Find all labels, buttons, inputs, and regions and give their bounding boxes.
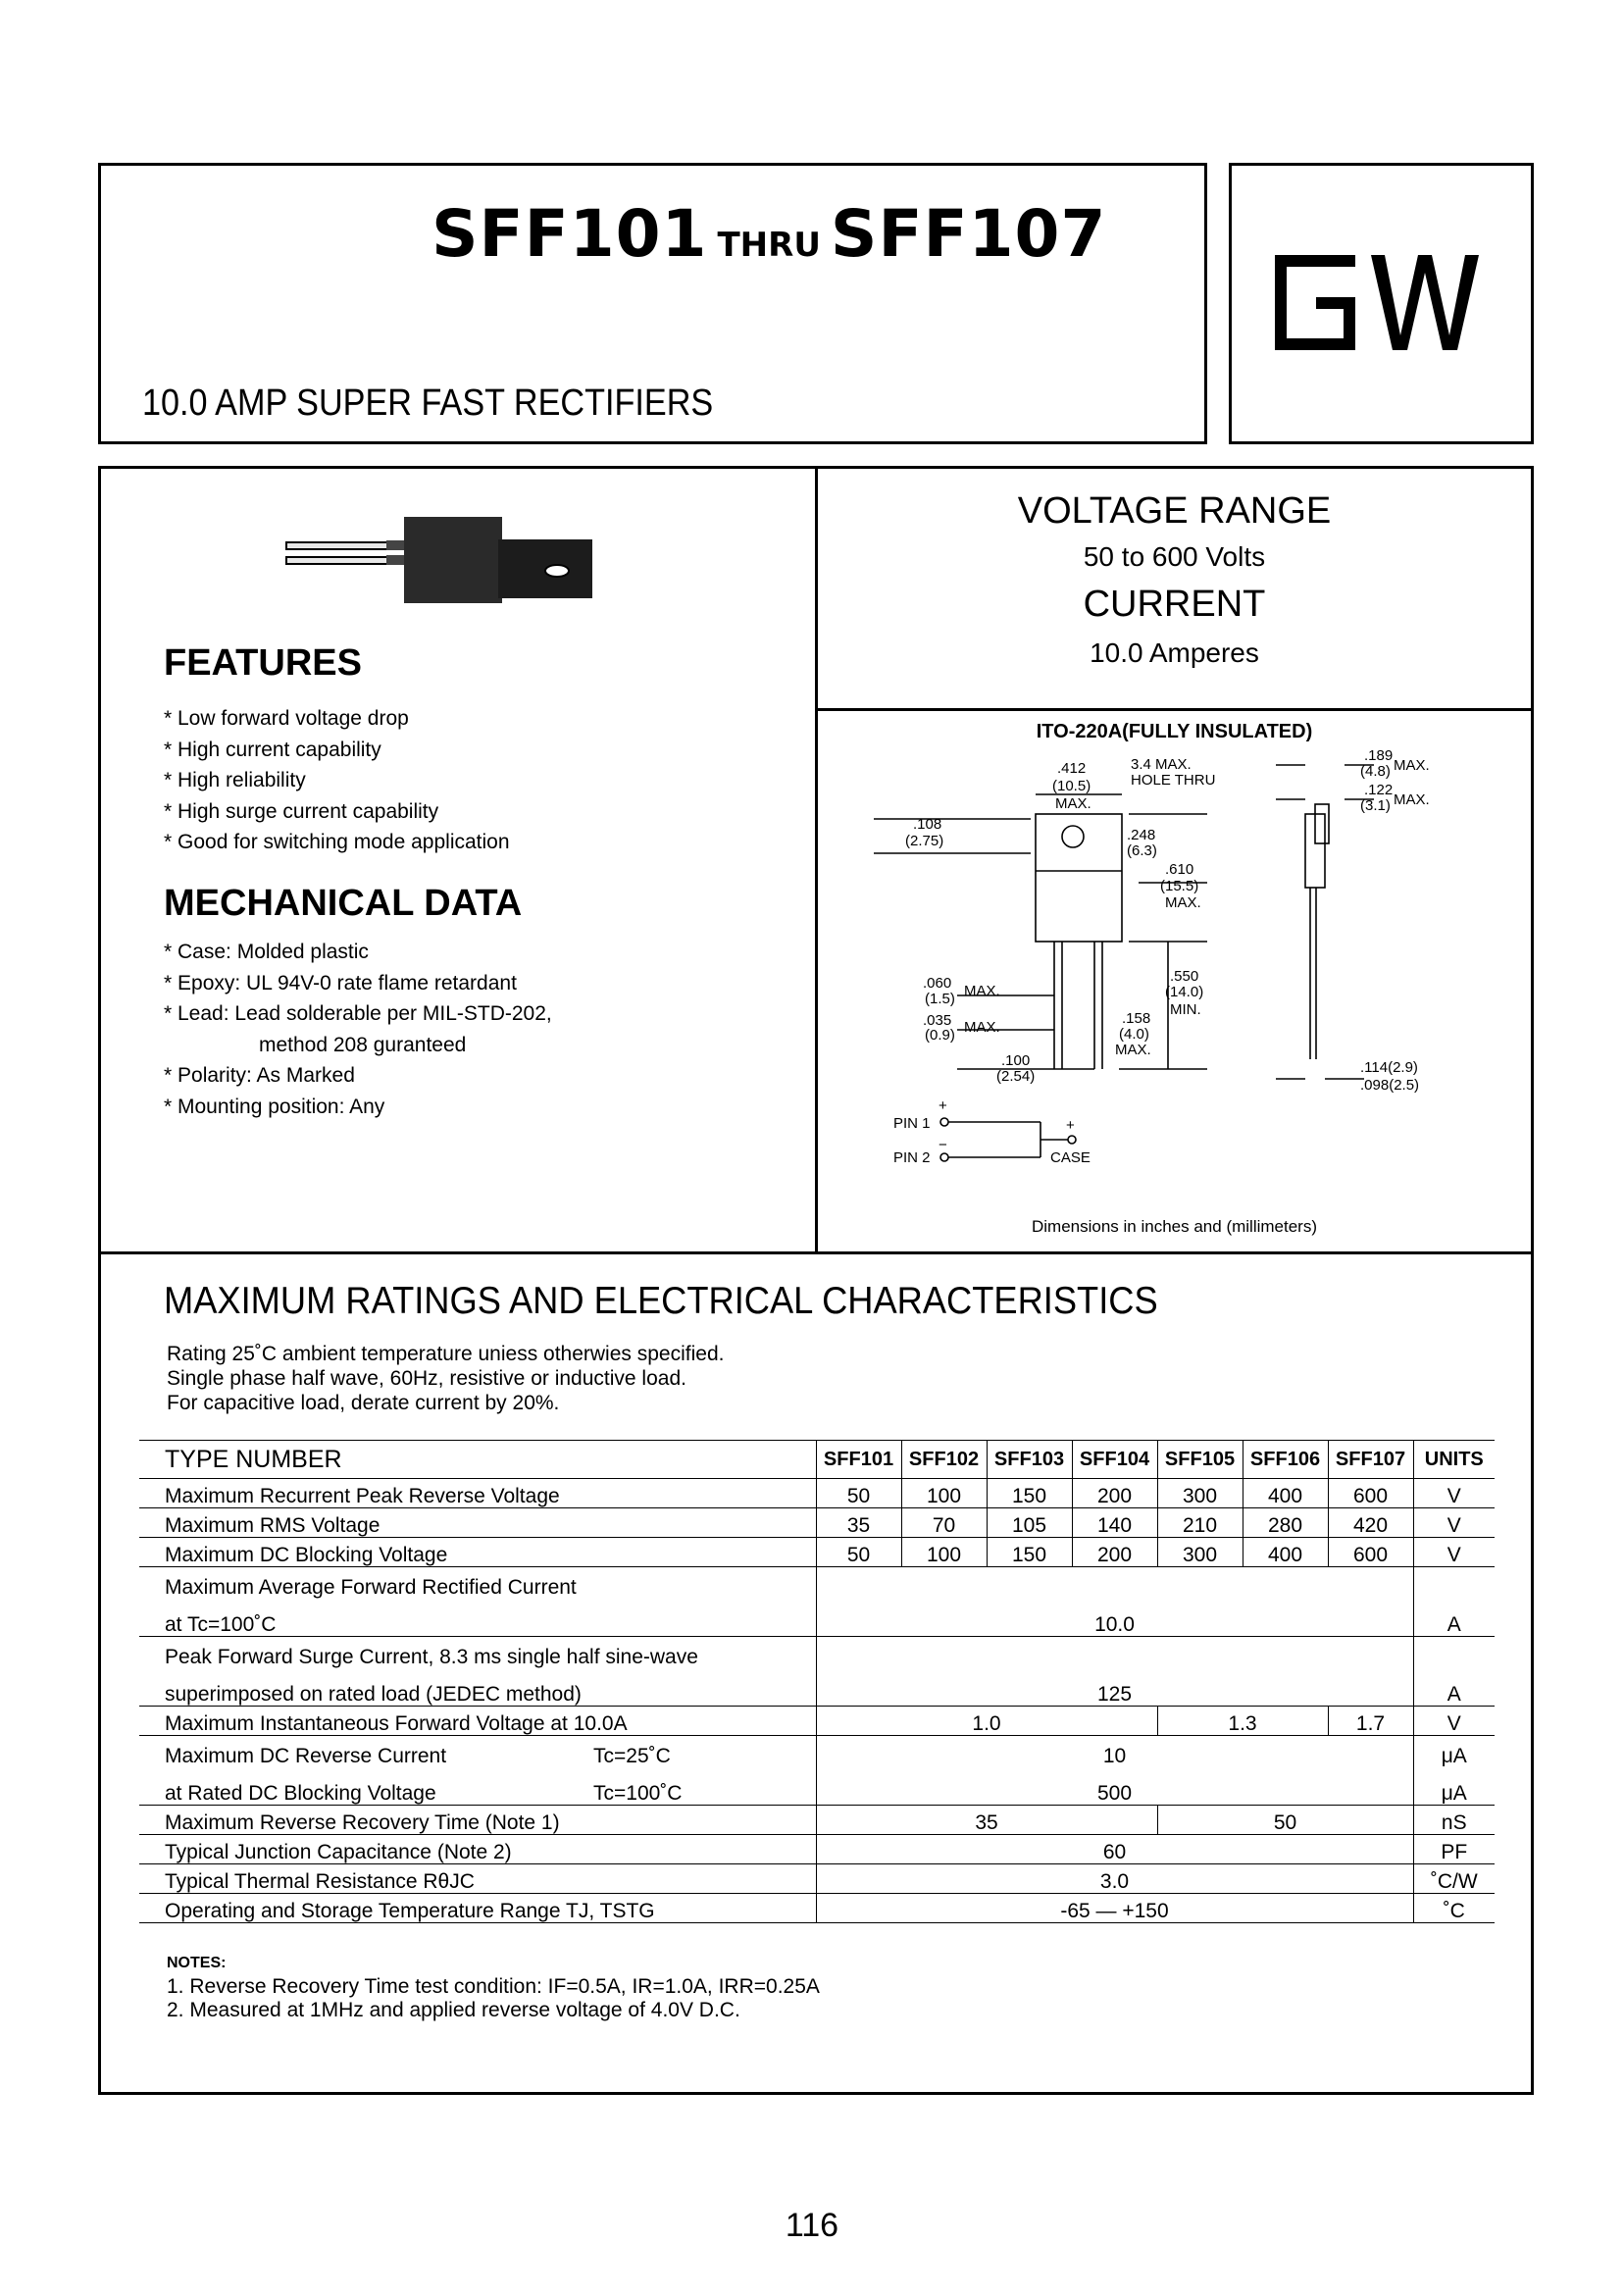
row-label: Maximum Recurrent Peak Reverse Voltage [139,1479,816,1508]
mechanical-item: * Epoxy: UL 94V-0 rate flame retardant [164,971,517,994]
svg-text:+: + [939,1097,947,1114]
row-label: Operating and Storage Temperature Range TJ, TSTG [139,1894,816,1923]
table-row [139,1736,1495,1806]
svg-text:(15.5): (15.5) [1160,878,1199,894]
cell-unit-line: μA [1441,1781,1467,1805]
row-label-line: Peak Forward Surge Current, 8.3 ms single half sine-wave [165,1645,698,1668]
cell-value: 1.3 [1157,1707,1328,1736]
svg-text:3.4 MAX.: 3.4 MAX. [1131,756,1192,773]
svg-text:(6.3): (6.3) [1127,842,1157,859]
row-label-text: at Rated DC Blocking Voltage [165,1781,436,1805]
svg-text:.248: .248 [1127,827,1156,843]
range-divider [815,708,1534,711]
package-drawing [815,745,1534,1211]
ratings-table [139,1440,1495,1923]
cell-value: 60 [816,1835,1413,1864]
svg-text:−: − [939,1137,947,1153]
row-label-line [165,1746,813,1767]
svg-text:MAX.: MAX. [964,983,1000,999]
svg-text:.098(2.5): .098(2.5) [1360,1077,1420,1094]
table-row [139,1864,1495,1894]
cell-value: 3.0 [816,1864,1413,1894]
cell-unit: ˚C [1413,1894,1495,1923]
cell-value: 35 [816,1806,1157,1835]
column-header: SFF107 [1328,1441,1413,1479]
type-number-label: TYPE NUMBER [139,1441,816,1479]
cell-value: 105 [987,1508,1072,1538]
brand-logo [1275,255,1491,363]
cell-value: 1.0 [816,1707,1157,1736]
feature-item: * High surge current capability [164,799,439,823]
cell-unit: ˚C/W [1413,1864,1495,1894]
cell-value: 200 [1072,1538,1157,1567]
condition-line: For capacitive load, derate current by 20%. [167,1392,560,1414]
notes-heading: NOTES: [167,1955,227,1971]
table-header-row [139,1441,1495,1479]
row-label-line: at Tc=100˚C [165,1612,277,1636]
svg-text:.412: .412 [1057,760,1087,777]
gw-logo-icon [1275,255,1491,358]
feature-item: * Low forward voltage drop [164,707,409,730]
svg-text:HOLE THRU: HOLE THRU [1131,772,1216,789]
column-header: UNITS [1413,1441,1495,1479]
table-row [139,1637,1495,1707]
table-row [139,1538,1495,1567]
cell-unit: V [1413,1707,1495,1736]
mechanical-item: * Polarity: As Marked [164,1064,355,1087]
device-image [284,515,608,613]
cell-value: 300 [1157,1538,1243,1567]
row-label-line: superimposed on rated load (JEDEC method) [165,1682,582,1706]
cell-value: 50 [816,1538,901,1567]
cell-value: 200 [1072,1479,1157,1508]
cell-value: 400 [1243,1538,1328,1567]
svg-text:.610: .610 [1165,861,1194,878]
svg-text:MIN.: MIN. [1170,1001,1201,1018]
cell-unit: V [1413,1538,1495,1567]
feature-item: * High reliability [164,769,306,791]
mechanical-item: * Case: Molded plastic [164,941,369,963]
cell-value: 600 [1328,1538,1413,1567]
condition-line: Single phase half wave, 60Hz, resistive or inductive load. [167,1367,686,1390]
column-header: SFF102 [901,1441,987,1479]
svg-text:(4.0): (4.0) [1119,1026,1149,1043]
svg-text:CASE: CASE [1050,1149,1091,1166]
row-label: Typical Thermal Resistance RθJC [139,1864,816,1894]
cell-value: 10.0 [816,1567,1413,1637]
note-item: 2. Measured at 1MHz and applied reverse voltage of 4.0V D.C. [167,1999,740,2021]
note-item: 1. Reverse Recovery Time test condition: IF=0.5A, IR=1.0A, IRR=0.25A [167,1975,820,1998]
cell-value: 125 [816,1637,1413,1707]
voltage-range-heading: VOLTAGE RANGE [1017,490,1332,532]
svg-text:(0.9): (0.9) [925,1027,955,1044]
feature-item: * High current capability [164,738,381,761]
part-end: SFF107 [830,196,1107,272]
cell-value: -65 — +150 [816,1894,1413,1923]
cell-value [816,1736,1413,1806]
table-row [139,1806,1495,1835]
cell-unit-line: μA [1441,1744,1467,1767]
cell-value: 35 [816,1508,901,1538]
cell-value: 150 [987,1538,1072,1567]
cell-unit: V [1413,1508,1495,1538]
svg-text:(2.75): (2.75) [905,833,944,849]
ratings-divider [98,1251,1534,1254]
column-header: SFF101 [816,1441,901,1479]
svg-text:MAX.: MAX. [1055,795,1091,812]
cell-value: 1.7 [1328,1707,1413,1736]
column-header: SFF103 [987,1441,1072,1479]
column-header: SFF106 [1243,1441,1328,1479]
current-value: 10.0 Amperes [1090,637,1259,668]
table-row [139,1508,1495,1538]
svg-text:.114(2.9): .114(2.9) [1360,1059,1418,1076]
row-label: Typical Junction Capacitance (Note 2) [139,1835,816,1864]
ratings-heading: MAXIMUM RATINGS AND ELECTRICAL CHARACTERISTICS [164,1280,1158,1322]
row-label-line: Maximum Average Forward Rectified Current [165,1575,577,1599]
svg-text:PIN 1: PIN 1 [893,1115,931,1132]
cell-unit: PF [1413,1835,1495,1864]
svg-text:(2.54): (2.54) [996,1068,1036,1085]
table-row [139,1479,1495,1508]
cell-value: 300 [1157,1479,1243,1508]
cell-value: 600 [1328,1479,1413,1508]
cell-unit: A [1413,1567,1495,1637]
svg-text:.550: .550 [1170,968,1199,985]
features-heading: FEATURES [164,642,362,684]
svg-text:MAX.: MAX. [1394,757,1430,774]
cell-unit: nS [1413,1806,1495,1835]
package-dimensions-note: Dimensions in inches and (millimeters) [1032,1217,1317,1236]
svg-text:.122: .122 [1364,782,1394,798]
cell-value: 150 [987,1479,1072,1508]
cell-value: 50 [1157,1806,1413,1835]
row-condition: Tc=100˚C [593,1781,683,1805]
row-label: Maximum DC Blocking Voltage [139,1538,816,1567]
svg-text:MAX.: MAX. [1394,791,1430,808]
cell-value: 70 [901,1508,987,1538]
svg-text:MAX.: MAX. [1165,894,1201,911]
table-row [139,1707,1495,1736]
row-label: Maximum Reverse Recovery Time (Note 1) [139,1806,816,1835]
svg-text:PIN 2: PIN 2 [893,1149,931,1166]
feature-item: * Good for switching mode application [164,831,510,853]
svg-text:(10.5): (10.5) [1052,778,1091,794]
cell-value: 50 [816,1479,901,1508]
cell-value: 210 [1157,1508,1243,1538]
cell-value-line: 10 [1102,1744,1127,1767]
thru-label: THRU [717,226,821,265]
to220-package-icon [284,515,608,608]
svg-text:(4.8): (4.8) [1360,763,1391,780]
svg-text:.158: .158 [1122,1010,1151,1027]
package-title: ITO-220A(FULLY INSULATED) [1036,721,1313,742]
row-label [139,1736,816,1806]
package-dimension-drawing [815,745,1534,1206]
row-label: Maximum Instantaneous Forward Voltage at 10.0A [139,1707,816,1736]
svg-text:(14.0): (14.0) [1165,984,1204,1000]
page-title [431,196,1106,272]
row-condition: Tc=25˚C [593,1744,671,1767]
svg-text:.100: .100 [1001,1052,1031,1069]
svg-text:.108: .108 [913,816,942,833]
svg-text:.035: .035 [923,1012,952,1029]
mechanical-item: method 208 guranteed [259,1033,467,1056]
column-header: SFF104 [1072,1441,1157,1479]
notes-section [167,1952,820,2022]
cell-unit: V [1413,1479,1495,1508]
condition-line: Rating 25˚C ambient temperature uniess otherwies specified. [167,1343,725,1365]
table-row [139,1894,1495,1923]
column-header: SFF105 [1157,1441,1243,1479]
row-label [139,1567,816,1637]
row-label: Maximum RMS Voltage [139,1508,816,1538]
table-row [139,1567,1495,1637]
cell-unit: A [1413,1637,1495,1707]
cell-value: 100 [901,1479,987,1508]
current-heading: CURRENT [1083,584,1266,625]
mechanical-item: * Mounting position: Any [164,1095,385,1118]
mechanical-heading: MECHANICAL DATA [164,883,523,924]
svg-text:(1.5): (1.5) [925,991,955,1007]
cell-value-line: 500 [1096,1781,1133,1805]
svg-text:(3.1): (3.1) [1360,797,1391,814]
svg-text:MAX.: MAX. [964,1019,1000,1036]
mechanical-list [164,937,552,1122]
mechanical-item: * Lead: Lead solderable per MIL-STD-202, [164,1002,552,1025]
cell-value: 100 [901,1538,987,1567]
row-label-line [165,1783,813,1805]
table-row [139,1835,1495,1864]
cell-unit [1413,1736,1495,1806]
row-label [139,1637,816,1707]
part-start: SFF101 [431,196,708,272]
page-number: 116 [785,2207,839,2244]
svg-text:.060: .060 [923,975,952,992]
cell-value: 280 [1243,1508,1328,1538]
cell-value: 420 [1328,1508,1413,1538]
ratings-conditions [167,1342,724,1415]
svg-text:+: + [1066,1117,1075,1134]
svg-text:MAX.: MAX. [1115,1042,1151,1058]
cell-value: 140 [1072,1508,1157,1538]
svg-text:.189: .189 [1364,747,1394,764]
features-list [164,703,510,858]
cell-value: 400 [1243,1479,1328,1508]
voltage-range-value: 50 to 600 Volts [1083,541,1266,572]
page-subtitle: 10.0 AMP SUPER FAST RECTIFIERS [142,382,714,424]
row-label-text: Maximum DC Reverse Current [165,1744,447,1767]
